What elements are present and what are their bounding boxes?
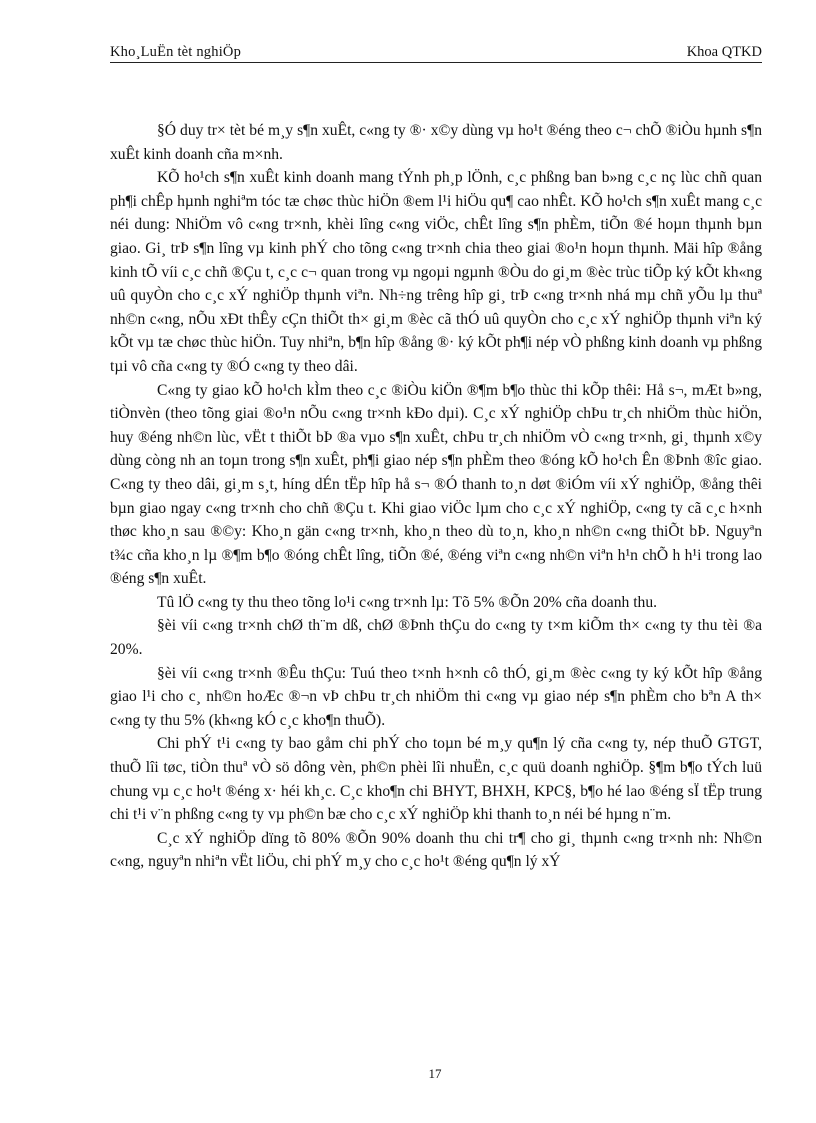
body-text <box>110 119 762 874</box>
paragraph: §èi víi c«ng tr×nh chØ th¨m dß, chØ ®Þnh thÇu do c«ng ty t×m kiÕm th× c«ng ty thu tèi ®a 20%. <box>110 617 762 659</box>
header-thesis-title: Kho¸LuËn tèt nghiÖp <box>110 44 242 60</box>
page-header <box>110 44 762 62</box>
paragraph: §Ó duy tr× tèt bé m¸y s¶n xuÊt, c«ng ty ®· x©y dùng vµ ho¹t ®éng theo c¬ chÕ ®iÒu hµnh s¶n xuÊt kinh doanh cña m×nh. <box>110 122 762 163</box>
paragraph: Tû lÖ c«ng ty thu theo tõng lo¹i c«ng tr×nh lµ: Tõ 5% ®Õn 20% cña doanh thu. <box>157 593 658 611</box>
paragraph: Chi phÝ t¹i c«ng ty bao gåm chi phÝ cho toµn bé m¸y qu¶n lý cña c«ng ty, nép thuÕ GTGT, thuÕ lîi tøc, tiÒn thuª vÒ sö dông vèn, ph©n phèi lîi nhuËn, c¸c quü doanh nghiÖp. §¶m b¶o tÝch luü chung vµ c¸c ho¹t ®éng x· héi kh¸c. C¸c kho¶n chi BHYT, BHXH, KPC§, b¶o hé lao ®éng sÏ tËp trung chi t¹i v¨n phßng c«ng ty vµ ph©n bæ cho c¸c xÝ nghiÖp khi thanh to¸n néi bé hµng n¨m. <box>110 735 762 824</box>
paragraph: KÕ ho¹ch s¶n xuÊt kinh doanh mang tÝnh ph¸p lÖnh, c¸c phßng ban b»ng c¸c nç lùc chñ quan ph¶i chÊp hµnh nghiªm tóc tæ chøc thùc hiÖn ®em l¹i hiÖu qu¶ cao nhÊt. KÕ ho¹ch s¶n xuÊt mang c¸c néi dung: NhiÖm vô c«ng tr×nh, khèi lîng c«ng viÖc, chÊt lîng s¶n phÈm, tiÕn ®é hoµn thµnh bµn giao. Gi¸ trÞ s¶n lîng vµ kinh phÝ cho tõng c«ng tr×nh chia theo giai ®o¹n hoµn thµnh. Mäi hîp ®ång kinh tÕ víi c¸c chñ ®Çu t, c¸c c¬ quan trong vµ ngoµi ngµnh ®Òu do gi¸m ®èc trùc tiÕp ký kÕt kh«ng uû quyÒn cho c¸c xÝ nghiÖp thµnh viªn. Nh÷ng trêng hîp gi¸ trÞ c«ng tr×nh nhá mµ chñ yÕu lµ thuª nh©n c«ng, nÕu xÐt thÊy cÇn thiÕt th× gi¸m ®èc cã thÓ uû quyÒn cho c¸c xÝ nghiÖp thµnh viªn ký kÕt vµ tæ chøc thùc hiÖn. Tuy nhiªn, b¶n hîp ®ång ®· ký kÕt ph¶i nép vÒ phßng kinh doanh vµ phßng tµi vô cña c«ng ty ®Ó c«ng ty theo dâi. <box>110 169 762 375</box>
header-department: Khoa QTKD <box>686 44 762 60</box>
paragraph: §èi víi c«ng tr×nh ®Êu thÇu: Tuú theo t×nh h×nh cô thÓ, gi¸m ®èc c«ng ty ký kÕt hîp ®ång giao l¹i cho c¸ nh©n hoÆc ®¬n vÞ chÞu tr¸ch nhiÖm thi c«ng vµ giao nép s¶n phÈm cho bªn A th× c«ng ty thu 5% (kh«ng kÓ c¸c kho¶n thuÕ). <box>110 664 762 729</box>
paragraph: C«ng ty giao kÕ ho¹ch kÌm theo c¸c ®iÒu kiÖn ®¶m b¶o thùc thi kÕp thêi: Hå s¬, mÆt b»ng, tiÒnvèn (theo tõng giai ®o¹n nÕu c«ng tr×nh kÐo dµi). C¸c xÝ nghiÖp chÞu tr¸ch nhiÖm thùc hiÖn, huy ®éng nh©n lùc, vËt t thiÕt bÞ ®a vµo s¶n xuÊt, chÞu tr¸ch nhiÖm vÒ c«ng tr×nh, gi¸ thµnh x©y dùng còng nh an toµn trong s¶n xuÊt, ph¶i giao nép s¶n phÈm theo ®óng kÕ ho¹ch Ên ®Þnh ®îc giao. C«ng ty theo dâi, gi¸m s¸t, híng dÉn tËp hîp hå s¬ ®Ó thanh to¸n døt ®iÓm víi xÝ nghiÖp, ®ång thêi bµn giao ngay c«ng tr×nh cho chñ ®Çu t. Khi giao viÖc lµm cho c¸c xÝ nghiÖp, c«ng ty cã c¸c h×nh thøc kho¸n sau ®©y: Kho¸n gän c«ng tr×nh, kho¸n theo dù to¸n, kho¸n nh©n c«ng thiÕt bÞ. Nguyªn t¾c cña kho¸n lµ ®¶m b¶o ®óng chÊt lîng, tiÕn ®é, ®éng viªn c«ng nh©n viªn h¹n chÕ h h¹i trong lao ®éng s¶n xuÊt. <box>110 381 762 588</box>
header-divider <box>110 62 762 63</box>
paragraph: C¸c xÝ nghiÖp dïng tõ 80% ®Õn 90% doanh thu chi tr¶ cho gi¸ thµnh c«ng tr×nh nh: Nh©n c«ng, nguyªn nhiªn vËt liÖu, chi phÝ m¸y cho c¸c ho¹t ®éng qu¶n lý xÝ <box>110 829 762 871</box>
page-number: 17 <box>428 1066 442 1081</box>
